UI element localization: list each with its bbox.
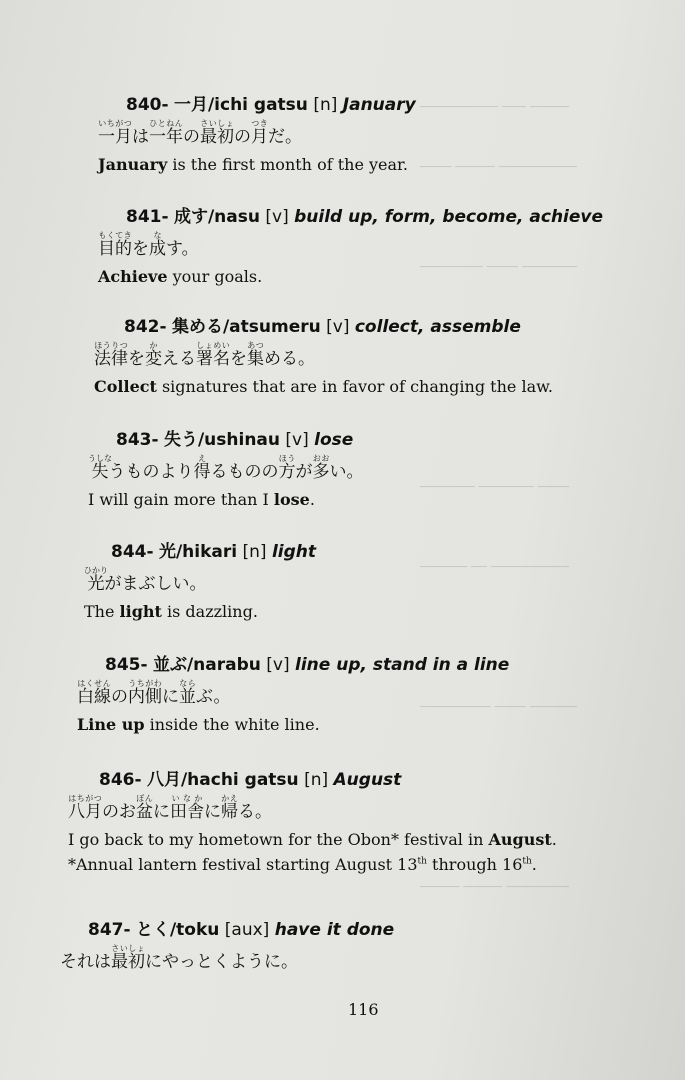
- example-english: The light is dazzling.: [84, 602, 258, 621]
- example-japanese: [77, 679, 509, 712]
- entry-number: 847-: [88, 920, 131, 940]
- kana-text: るものの: [210, 462, 279, 482]
- kanji-with-reading: 月つき: [251, 119, 268, 147]
- furigana: はちがつ: [68, 794, 102, 803]
- kanji-with-reading: 盆ぼん: [136, 794, 153, 822]
- highlight-word: January: [98, 155, 168, 174]
- footnote: *Annual lantern festival starting August 13th through 16th.: [68, 855, 537, 874]
- kana-text: が: [295, 462, 313, 482]
- entry-definition: build up, form, become, achieve: [294, 207, 604, 227]
- kana-text: に: [204, 802, 221, 822]
- entry-word: 集める/atsumeru: [171, 317, 321, 337]
- bleed-through-text: ────────── ── ──────: [420, 560, 570, 575]
- entry-part-of-speech: [n]: [313, 95, 338, 115]
- kanji-with-reading: 最初さいしょ: [111, 944, 145, 972]
- highlight-word: Line up: [77, 715, 145, 734]
- example-japanese: [94, 341, 553, 374]
- kanji-with-reading: 八月はちがつ: [68, 794, 102, 822]
- kana-text: の: [183, 127, 200, 147]
- kanji-with-reading: 一年ひとねん: [149, 119, 183, 147]
- entry-number: 842-: [124, 317, 167, 337]
- entry-part-of-speech: [v]: [326, 317, 350, 337]
- furigana: ほう: [278, 454, 296, 463]
- example-english: Achieve your goals.: [98, 267, 263, 286]
- furigana: ほうりつ: [94, 341, 128, 350]
- kanji-with-reading: 田舎いなか: [170, 794, 204, 822]
- entry-part-of-speech: [v]: [265, 207, 289, 227]
- example-japanese: [88, 454, 364, 487]
- entry-number: 843-: [116, 430, 159, 450]
- kana-text: の: [111, 687, 128, 707]
- entry-number: 841-: [126, 207, 169, 227]
- highlight-word: Collect: [94, 377, 157, 396]
- entry-number: 844-: [111, 542, 154, 562]
- kana-text: を: [128, 349, 145, 369]
- example-japanese: [60, 944, 394, 977]
- vocab-entry: [98, 202, 603, 286]
- entry-word: とく/toku: [135, 920, 220, 940]
- furigana: うちがわ: [128, 679, 162, 688]
- furigana: なら: [179, 679, 196, 688]
- vocab-entry: [88, 425, 364, 509]
- kana-text: める。: [264, 349, 315, 369]
- bleed-through-text: ────── ──── ─────────: [420, 700, 577, 715]
- furigana: さいしょ: [200, 119, 234, 128]
- entry-word: 並ぶ/narabu: [152, 655, 261, 675]
- entry-number: 845-: [105, 655, 148, 675]
- example-japanese: [98, 119, 416, 152]
- kanji-with-reading: 変か: [145, 341, 162, 369]
- example-english: I will gain more than I lose.: [88, 490, 315, 509]
- entry-part-of-speech: [aux]: [224, 920, 270, 940]
- entry-heading: [126, 90, 416, 115]
- kana-text: うものより: [108, 462, 194, 482]
- kanji-with-reading: 最初さいしょ: [200, 119, 234, 147]
- highlight-word: light: [119, 602, 162, 621]
- entry-word: 失う/ushinau: [163, 430, 280, 450]
- entry-definition: August: [333, 770, 402, 790]
- bleed-through-text: ───── ─── ──────────: [420, 100, 570, 115]
- vocab-entry: [60, 915, 394, 977]
- kanji-with-reading: 一月いちがつ: [98, 119, 132, 147]
- example-english: Line up inside the white line.: [77, 715, 320, 734]
- kanji-with-reading: 法律ほうりつ: [94, 341, 128, 369]
- furigana: な: [149, 231, 166, 240]
- kana-text: る。: [238, 802, 272, 822]
- entry-definition: collect, assemble: [354, 317, 521, 337]
- vocab-entry: [68, 765, 557, 874]
- kana-text: のお: [102, 802, 136, 822]
- highlight-word: lose: [273, 490, 310, 509]
- highlight-word: August: [488, 830, 552, 849]
- entry-part-of-speech: [v]: [285, 430, 309, 450]
- kana-text: それは: [60, 952, 111, 972]
- entry-part-of-speech: [n]: [304, 770, 329, 790]
- entry-word: 光/hikari: [158, 542, 238, 562]
- furigana: はくせん: [77, 679, 111, 688]
- example-english: January is the first month of the year.: [98, 155, 409, 174]
- example-japanese: [98, 231, 603, 264]
- entry-word: 一月/ichi gatsu: [173, 95, 308, 115]
- kanji-with-reading: 集あつ: [247, 341, 264, 369]
- furigana: つき: [251, 119, 268, 128]
- page-number: 116: [348, 1000, 379, 1019]
- entry-definition: have it done: [274, 920, 395, 940]
- furigana: もくてき: [98, 231, 132, 240]
- furigana: ひとねん: [149, 119, 183, 128]
- furigana: うしな: [88, 454, 112, 463]
- kana-text: を: [230, 349, 247, 369]
- kana-text: に: [162, 687, 179, 707]
- entry-definition: lose: [314, 430, 354, 450]
- example-english: Collect signatures that are in favor of changing the law.: [94, 377, 553, 396]
- entry-part-of-speech: [v]: [266, 655, 290, 675]
- kana-text: は: [132, 127, 149, 147]
- entry-definition: line up, stand in a line: [295, 655, 510, 675]
- kanji-with-reading: 方ほう: [278, 454, 296, 482]
- furigana: しょめい: [196, 341, 230, 350]
- kana-text: に: [153, 802, 170, 822]
- vocab-entry: [98, 90, 416, 174]
- kanji-with-reading: 多おお: [312, 454, 330, 482]
- entry-number: 846-: [99, 770, 142, 790]
- entry-word: 八月/hachi gatsu: [146, 770, 299, 790]
- bleed-through-text: ──── ─────── ───────: [420, 480, 570, 495]
- vocab-entry: [94, 312, 553, 396]
- kana-text: だ。: [268, 127, 302, 147]
- furigana: ひかり: [84, 566, 108, 575]
- entry-heading: [88, 915, 394, 940]
- entry-word: 成す/nasu: [173, 207, 260, 227]
- furigana: いちがつ: [98, 119, 132, 128]
- kana-text: える: [162, 349, 196, 369]
- bleed-through-text: ─────── ──── ────────: [420, 260, 577, 275]
- kana-text: い。: [329, 462, 364, 482]
- kanji-with-reading: 白線はくせん: [77, 679, 111, 707]
- kanji-with-reading: 帰かえ: [221, 794, 238, 822]
- entry-heading: [126, 202, 603, 227]
- example-japanese: [84, 566, 316, 599]
- kanji-with-reading: 並なら: [179, 679, 196, 707]
- bleed-through-text: ────────── ───── ────: [420, 160, 577, 175]
- kanji-with-reading: 失うしな: [88, 454, 112, 482]
- entry-heading: [105, 650, 509, 675]
- furigana: ぼん: [136, 794, 153, 803]
- kana-text: す。: [166, 239, 199, 259]
- kanji-with-reading: 得え: [193, 454, 211, 482]
- kana-text: の: [234, 127, 251, 147]
- kana-text: ぶ。: [196, 687, 231, 707]
- entry-part-of-speech: [n]: [242, 542, 267, 562]
- entry-heading: [124, 312, 553, 337]
- furigana: おお: [312, 454, 330, 463]
- kanji-with-reading: 内側うちがわ: [128, 679, 162, 707]
- entry-number: 840-: [126, 95, 169, 115]
- entry-definition: January: [342, 95, 416, 115]
- vocab-entry: [77, 650, 509, 734]
- example-japanese: [68, 794, 557, 827]
- kanji-with-reading: 光ひかり: [84, 566, 108, 594]
- entry-heading: [111, 537, 316, 562]
- bleed-through-text: ──────── ───── ─────: [420, 880, 570, 895]
- kanji-with-reading: 目的もくてき: [98, 231, 132, 259]
- kana-text: にやっとくように。: [145, 952, 298, 972]
- entry-heading: [99, 765, 557, 790]
- furigana: え: [193, 454, 211, 463]
- furigana: か: [145, 341, 162, 350]
- kanji-with-reading: 署名しょめい: [196, 341, 230, 369]
- example-english: I go back to my hometown for the Obon* festival in August.: [68, 830, 557, 849]
- vocab-entry: [84, 537, 316, 621]
- highlight-word: Achieve: [98, 267, 168, 286]
- furigana: いなか: [170, 794, 204, 803]
- entry-heading: [116, 425, 364, 450]
- entry-definition: light: [271, 542, 317, 562]
- kanji-with-reading: 成な: [149, 231, 166, 259]
- furigana: あつ: [247, 341, 264, 350]
- kana-text: を: [132, 239, 149, 259]
- furigana: さいしょ: [111, 944, 145, 953]
- kana-text: がまぶしい。: [104, 574, 207, 594]
- furigana: かえ: [221, 794, 238, 803]
